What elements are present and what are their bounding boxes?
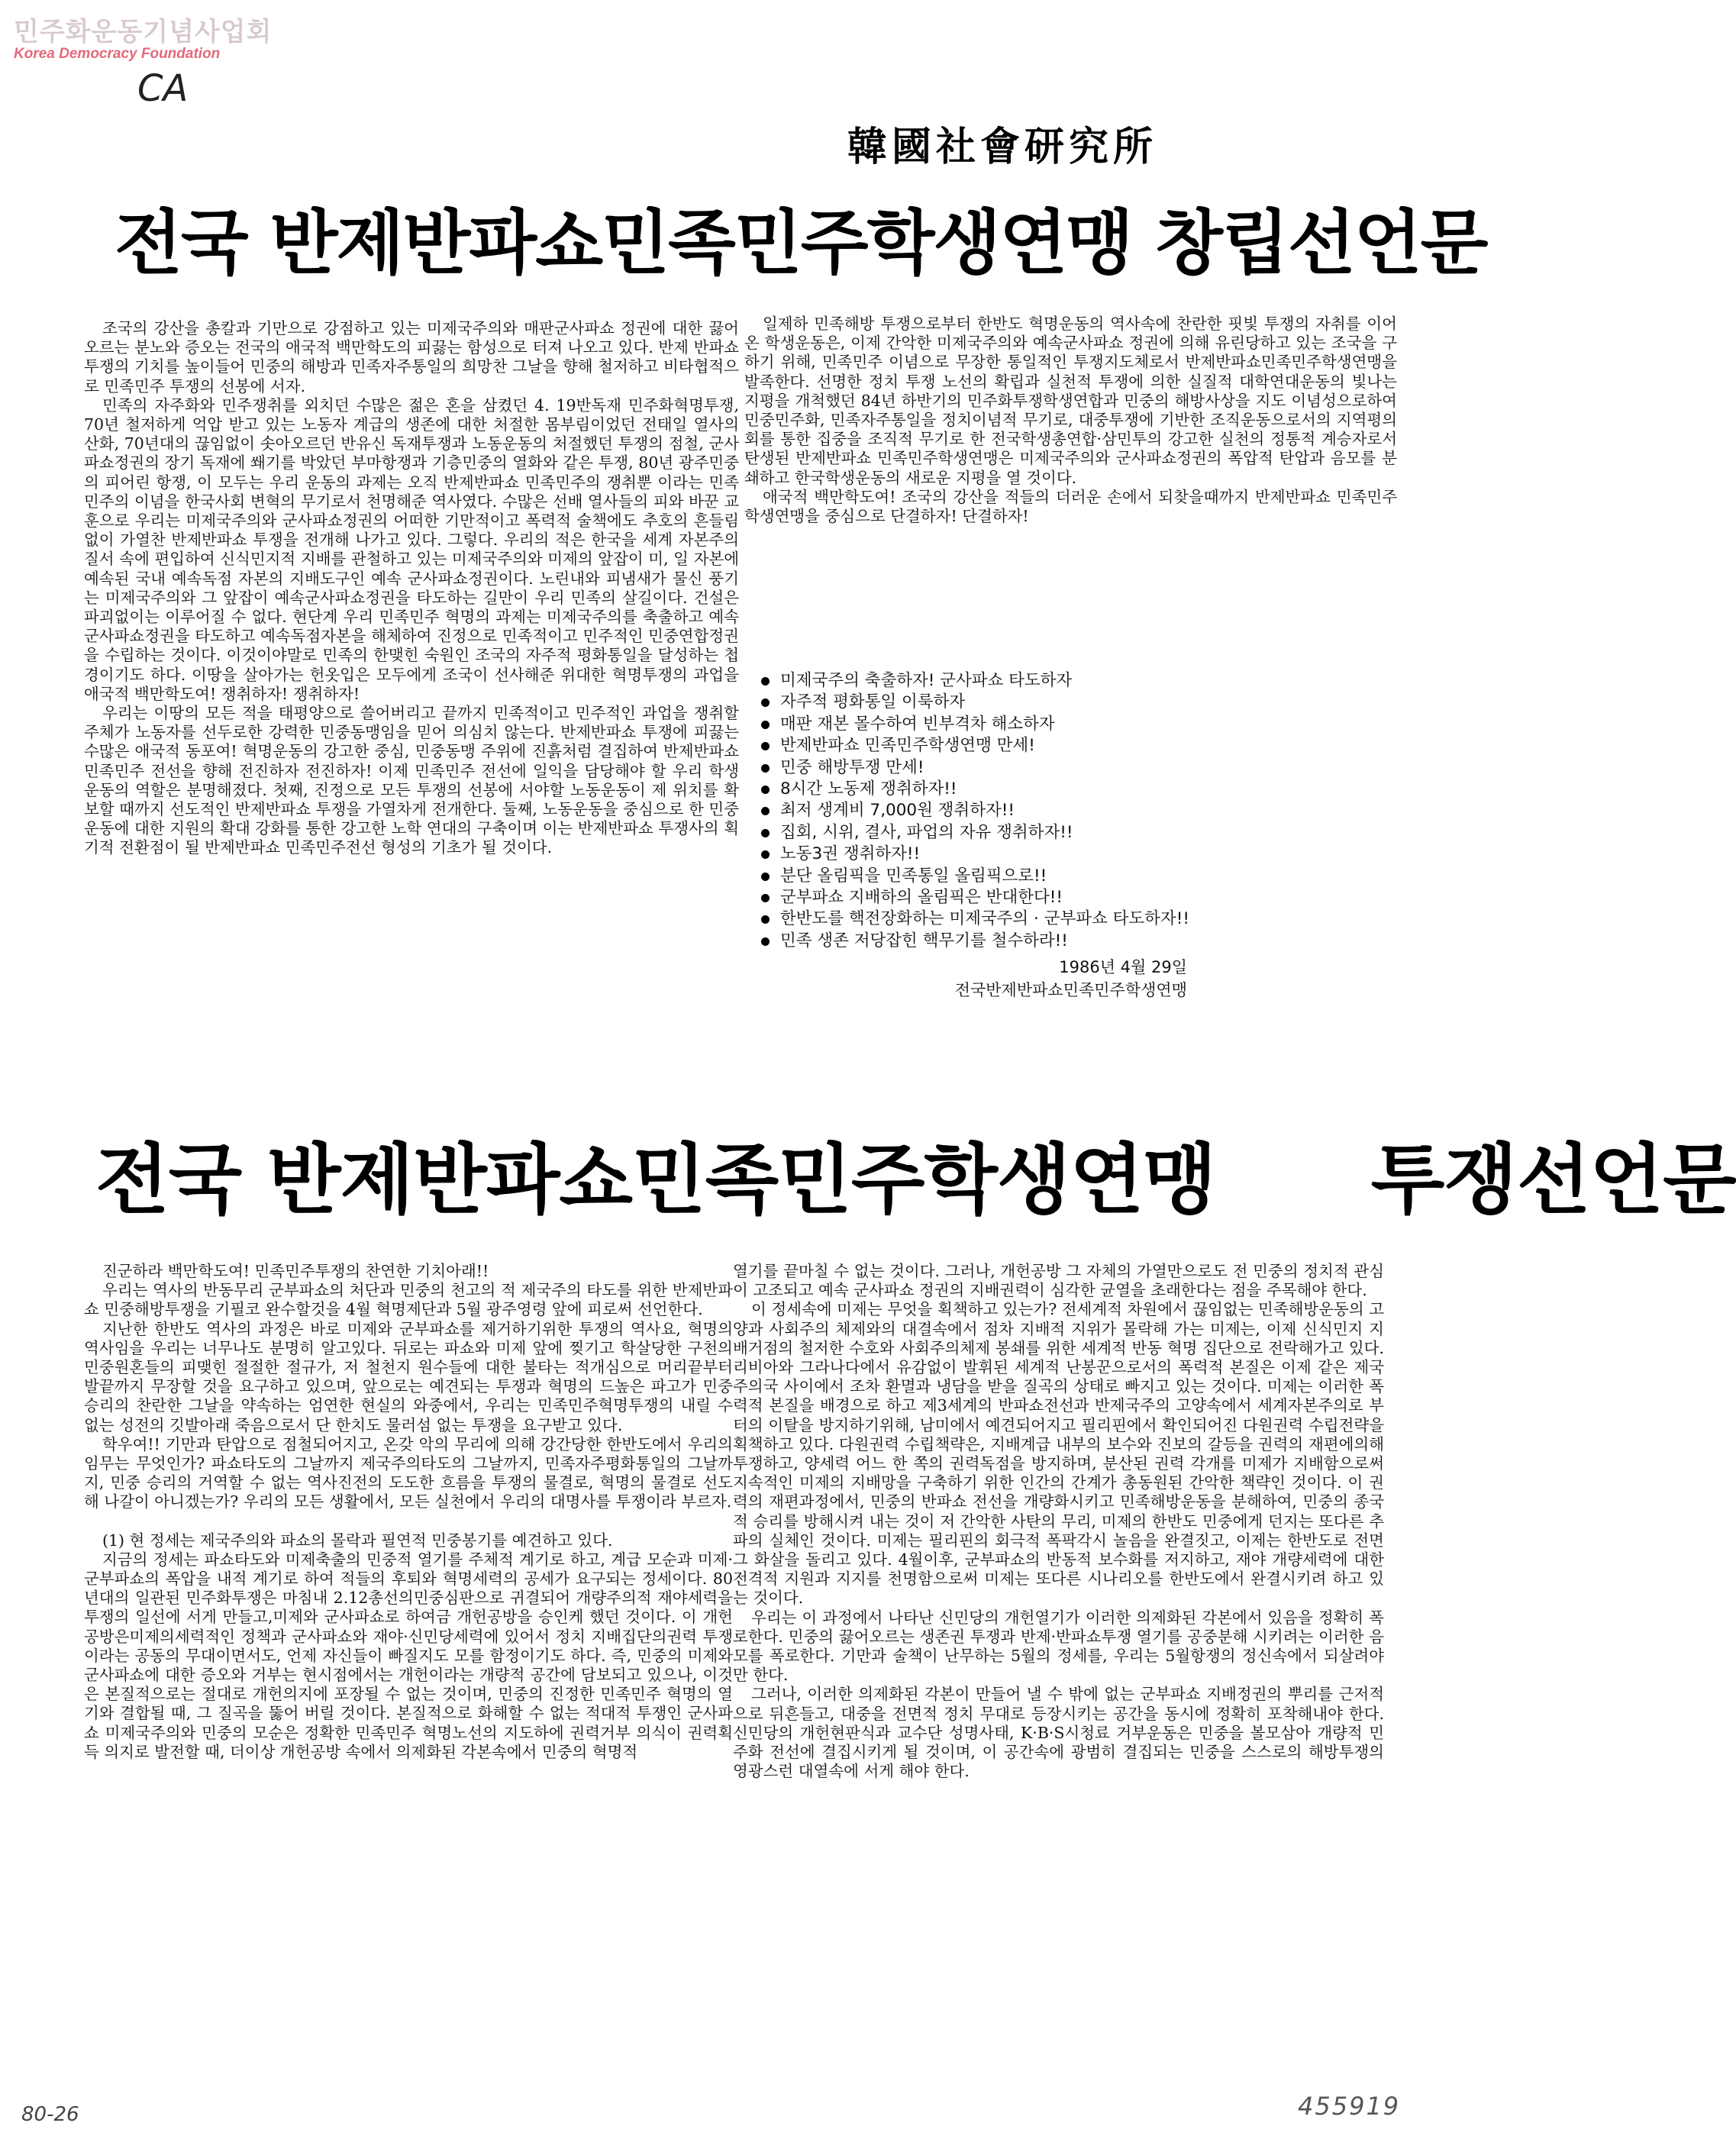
- archive-reference-right: 455919: [1298, 2092, 1401, 2121]
- bullet-icon: [761, 721, 770, 729]
- slogan-item: [760, 779, 1309, 800]
- slogan-text: 민족 생존 저당잡힌 핵무기를 철수하라!!: [780, 931, 1068, 950]
- paragraph: 우리는 이 과정에서 나타난 신민당의 개헌열기가 이러한 의제화된 각본에서 있음을 정확히 폭로한다. 민중의 끓어오르는 생존권 투쟁과 반제·반파쇼투쟁 열기를 공중분해 시키려는 이러한 음모를 폭로한다. 기만과 술책이 난무하는 5월의 정세를, 우리는 5월항쟁의 정신속에서 되살려야만 한다.: [733, 1608, 1384, 1685]
- slogan-text: 군부파쇼 지배하의 올림픽은 반대한다!!: [780, 888, 1063, 908]
- paragraph: 우리는 역사의 반동무리 군부파쇼의 처단과 민중의 천고의 적 제국주의 타도를 위한 반제반파쇼 민중해방투쟁을 기필코 완수할것을 4월 혁명제단과 5월 광주영령 앞에 피로써 선언한다.: [84, 1281, 733, 1319]
- bullet-icon: [761, 850, 770, 859]
- paragraph: 지금의 정세는 파쇼타도와 미제축출의 민중적 열기를 주체적 계기로 하고, 계급 모순과 미제·군부파쇼의 폭압을 내적 계기로 하여 적들의 후퇴와 혁명세력의 공세가 요구되는 정세이다. 80년대의 일관된 민주화투쟁은 마침내 2.12총선의민중심판으로 귀결되어 개량주의적 재야세력을 투쟁의 일선에 서게 만들고,미제와 군사파쇼로 하여금 개헌공방을 승인케 했던 것이다. 이 개헌 공방은미제의세력적인 정책과 군사파쇼와 재야·신민당세력에 있어서 정치 지배집단의권력 투쟁이라는 공동의 무대이면서도, 언제 자신들이 빠질지도 모를 함정이기도 하다. 즉, 민중의 미제와 군사파쇼에 대한 증오와 거부는 현시점에서는 개헌이라는 개량적 공간에 담보되고 있으나, 이것은 본질적으로는 절대로 개헌의지에 포장될 수 없는 것이며, 민중의 진정한 민족민주 혁명의 열기와 결합될 때, 그 질곡을 뚫어 버릴 것이다. 본질적으로 화해할 수 없는 적대적 투쟁인 군사파쇼 미제국주의와 민중의 모순은 정확한 민족민주 혁명노선의 지도하에 권력거부 의식이 권력획득 의지로 발전할 때, 더이상 개헌공방 속에서 의제화된 각본속에서 민중의 혁명적: [84, 1550, 733, 1761]
- slogan-text: 매판 재본 몰수하여 빈부격차 해소하자: [780, 714, 1055, 734]
- bullet-icon: [761, 894, 770, 902]
- section-heading: (1) 현 정세는 제국주의와 파쇼의 몰락과 필연적 민중봉기를 예견하고 있다.: [102, 1531, 613, 1550]
- slogan-text: 민중 해방투쟁 만세!: [780, 757, 924, 777]
- declaration-date: 1986년 4월 29일: [1059, 958, 1187, 976]
- institute-stamp: 韓國社會研究所: [847, 124, 1158, 170]
- bullet-icon: [761, 742, 770, 750]
- bullet-icon: [761, 937, 770, 946]
- slogan-text: 자주적 평화통일 이룩하자: [780, 692, 966, 712]
- paragraph-spacer: [84, 1512, 733, 1531]
- slogan-text: 집회, 시위, 결사, 파업의 자유 쟁취하자!!: [780, 822, 1073, 842]
- slogan-item: [760, 735, 1309, 757]
- slogan-text: 반제반파쇼 민족민주학생연맹 만세!: [780, 736, 1035, 756]
- paragraph: 이 정세속에 미제는 무엇을 획책하고 있는가? 전세계적 차원에서 끊임없는 민족해방운동의 고양과 사회주의 체제와의 대결속에서 점차 지배적 지위가 몰락해 가는 미제는, 이제 신식민지 지배거점의 철저한 수호와 사회주의체제 봉쇄를 위한 세계적 반동 혁명 집단으로 전락해가고 있다. 리비아와 그라나다에서 유감없이 발휘된 세계적 난봉꾼으로서의 폭력적 본질은 이제 같은 제국주의국 사이에서 조차 환멸과 냉담을 받을 질곡의 상태로 빠지고 있는 것이다. 미제는 이러한 폭력적 본질을 배경으로 하고 제3세계의 반파쇼전선과 반제국주의 고양속에서 세계자본주의로 부터의 이탈을 방지하기위해, 남미에서 예견되어지고 필리핀에서 확인되어진 다원권력 수립전략을 획책하고 있다. 다원권력 수립책략은, 지배계급 내부의 보수와 진보의 갈등을 권력의 재편에의해 투쟁하고, 양세력 어느 한 쪽의 권력독점을 방지하며, 분산된 권력 각개를 미제가 지배함으로써 지속적인 미제의 지배망을 구축하기 위한 인간의 간계가 총동원된 간악한 책략인 것이다. 이 권력의 재편과정에서, 민중의 반파쇼 전선을 개량화시키고 민족해방운동을 분해하여, 민중의 종국적 승리를 방해시켜 내는 것이 저 간악한 사탄의 무리, 미제의 한반도 민중에게 던지는 또다른 추파의 실체인 것이다. 미제는 필리핀의 회극적 폭팍각시 놀음을 완결짓고, 이제는 한반도로 전면 그 화살을 돌리고 있다. 4월이후, 군부파쇼의 반동적 보수화를 저지하고, 재야 개량세력에 대한 전격적 지원과 지지를 천명함으로써 미제는 또다른 시나리오를 한반도에서 완결시키려 하고 있는 것이다.: [733, 1300, 1384, 1608]
- bullet-icon: [761, 807, 770, 815]
- slogan-item: [760, 670, 1309, 692]
- archive-reference-left: 80-26: [21, 2103, 79, 2126]
- paragraph: 일제하 민족해방 투쟁으로부터 한반도 혁명운동의 역사속에 찬란한 핏빛 투쟁의 자취를 이어온 학생운동은, 이제 간악한 미제국주의와 예속군사파쇼 정권에 의해 유린당하고 있는 조국을 구하기 위해, 민족민주 이념으로 무장한 통일적인 투쟁지도체로서 반제반파쇼민족민주학생연맹을 발족한다. 선명한 정치 투쟁 노선의 확립과 실천적 투쟁에 의한 실질적 대학연대운동의 빛나는 지평을 개척했던 84년 하반기의 민주화투쟁학생연합과 민중의 해방사상을 지도 이념성으로하여 민중민주화, 민족자주통일을 정치이념적 무기로, 대중투쟁에 기반한 조직운동으로서의 지역평의회를 통한 집중을 조직적 무기로 한 전국학생총연합·삼민투의 강고한 실천의 정통적 계승자로서 탄생된 반제반파쇼 민족민주학생연맹은 미제국주의와 군사파쇼정권의 폭압적 탄압과 음모를 분쇄하고 한국학생운동의 새로운 지평을 열 것이다.: [744, 315, 1397, 487]
- slogan-item: [760, 822, 1309, 844]
- bullet-icon: [761, 786, 770, 794]
- struggle-declaration-left-column: [84, 1262, 733, 2056]
- founding-declaration-title: 전국 반제반파쇼민족민주학생연맹 창립선언문: [115, 202, 1487, 284]
- slogan-text: 한반도를 핵전장화하는 미제국주의 · 군부파쇼 타도하자!!: [780, 909, 1189, 929]
- paragraph: 지난한 한반도 역사의 과정은 바로 미제와 군부파쇼를 제거하기위한 투쟁의 역사요, 혁명의 역사임을 우리는 너무나도 분명히 알고있다. 뒤로는 파쇼와 미제 앞에 찢기고 학살당한 구천의 민중원혼들의 피맺힌 절절한 절규가, 저 철천지 원수들에 대한 불타는 적개심으로 머리끝부터 발끝까지 무장할 것을 요구하고 있으며, 앞으로는 예견되는 투쟁과 혁명의 드높은 파고가 민중승리의 찬란한 그날을 약속하는 엄연한 현실의 와중에서, 우리는 민족민주혁명투쟁의 내릴 수 없는 성전의 깃발아래 죽음으로서 단 한치도 물러섬 없는 투쟁을 요구받고 있다.: [84, 1319, 733, 1434]
- slogan-text: 8시간 노동제 쟁취하자!!: [780, 779, 957, 799]
- slogan-item: [760, 844, 1309, 865]
- slogan-item: [760, 692, 1309, 713]
- founding-declaration-left-column: [84, 319, 739, 1076]
- slogan-text: 노동3권 쟁취하자!!: [780, 844, 921, 864]
- slogan-item: [760, 757, 1309, 779]
- handwritten-tag: CA: [137, 67, 189, 110]
- bullet-icon: [761, 677, 770, 686]
- bullet-icon: [761, 873, 770, 881]
- paragraph: 애국적 백만학도여! 조국의 강산을 적들의 더러운 손에서 되찾을때까지 반제반파쇼 민족민주학생연맹을 중심으로 단결하자! 단결하자!: [744, 487, 1397, 526]
- slogan-item: [760, 800, 1309, 821]
- bullet-icon: [761, 915, 770, 924]
- bullet-icon: [761, 698, 770, 707]
- paragraph: 우리는 이땅의 모든 적을 태평양으로 쓸어버리고 끝까지 민족적이고 민주적인 과업을 쟁취할 주체가 노동자를 선두로한 강력한 민중동맹임을 믿어 의심치 않는다. 반제반파쇼 투쟁에 피끓는 수많은 애국적 동포여! 혁명운동의 강고한 중심, 민중동맹 주위에 진흙처럼 결집하여 반제반파쇼 민족민주 전선을 향해 전진하자 전진하자! 이제 민족민주 전선에 일익을 담당해야 할 우리 학생 운동의 역할은 분명해졌다. 첫째, 진정으로 모든 투쟁의 선봉에 서야할 노동운동이 제 위치를 확보할 때까지 선도적인 반제반파쇼 투쟁을 가열차게 전개한다. 둘째, 노동운동을 중심으로 한 민중운동에 대한 지원의 확대 강화를 통한 강고한 노학 연대의 구축이며 이는 반제반파쇼 투쟁사의 획기적 전환점이 될 반제반파쇼 민족민주전선 형성의 기초가 될 것이다.: [84, 704, 739, 857]
- struggle-declaration-title: 전국 반제반파쇼민족민주학생연맹 투쟁선언문: [95, 1134, 1736, 1224]
- slogan-item: [760, 908, 1309, 930]
- slogan-item: [760, 931, 1309, 952]
- slogan-list: [760, 670, 1309, 952]
- slogan-text: 분단 올림픽을 민족통일 올림픽으로!!: [780, 866, 1047, 886]
- watermark-korean: 민주화운동기념사업회: [14, 17, 273, 47]
- slogan-text: 최저 생계비 7,000원 쟁취하자!!: [780, 801, 1015, 821]
- slogan-item: [760, 714, 1309, 735]
- struggle-declaration-right-column: [733, 1262, 1384, 2056]
- founding-declaration-right-column: [744, 315, 1397, 605]
- declaration-organization: 전국반제반파쇼민족민주학생연맹: [954, 981, 1187, 999]
- slogan-item: [760, 887, 1309, 908]
- watermark-english: Korea Democracy Foundation: [14, 46, 221, 62]
- paragraph: 열기를 끝마칠 수 없는 것이다. 그러나, 개헌공방 그 자체의 가열만으로도 전 민중의 정치적 관심이 고조되고 예속 군사파쇼 정권의 지배권력이 심각한 균열을 초래한다는 점을 주목해야 한다.: [733, 1262, 1384, 1300]
- paragraph: 그러나, 이러한 의제화된 각본이 만들어 낼 수 밖에 없는 군부파쇼 지배정권의 뿌리를 근저적으로 뒤흔들고, 대중을 전면적 정치 무대로 등장시키는 공간을 동시에 정확히 포착해내야 한다. 신민당의 개헌현판식과 교수단 성명사태, K·B·S시청료 거부운동은 민중을 볼모삼아 개량적 민주화 전선에 결집시키게 될 것이며, 이 공간속에 광범히 결집되는 민중을 스스로의 해방투쟁의 영광스런 대열속에 서게 해야 한다.: [733, 1685, 1384, 1781]
- bullet-icon: [761, 764, 770, 773]
- slogan-text: 미제국주의 축출하자! 군사파쇼 타도하자: [780, 671, 1073, 690]
- slogan-item: [760, 866, 1309, 887]
- bullet-icon: [761, 829, 770, 837]
- paragraph: 진군하라 백만학도여! 민족민주투쟁의 찬연한 기치아래!!: [102, 1262, 489, 1280]
- paragraph: 민족의 자주화와 민주쟁취를 외치던 수많은 젊은 혼을 삼켰던 4. 19반독재 민주화혁명투쟁, 70년 철저하게 억압 받고 있는 노동자 계급의 생존에 대한 처절한 몸부림이었던 전태일 열사의 산화, 70년대의 끊임없이 솟아오르던 반유신 독재투쟁과 노동운동의 처절했던 투쟁의 점철, 군사파쇼정권의 장기 독재에 쐐기를 박았던 부마항쟁과 기층민중의 열화와 같은 투쟁, 80년 광주민중의 피어린 항쟁, 이 모두는 우리 운동의 과제는 오직 반제반파쇼 민족민주의 쟁취뿐 이라는 민족민주의 이념을 한국사회 변혁의 무기로서 천명해준 역사였다. 수많은 선배 열사들의 피와 바꾼 교훈으로 우리는 미제국주의와 군사파쇼정권의 어떠한 기만적이고 폭력적 술책에도 추호의 흔들림없이 가열찬 반제반파쇼 투쟁을 전개해 나가고 있다. 그렇다. 우리의 적은 한국을 세계 자본주의 질서 속에 편입하여 신식민지적 지배를 관철하고 있는 미제국주의와 미제의 앞잡이 미, 일 자본에 예속된 국내 예속독점 자본의 지배도구인 예속 군사파쇼정권이다. 노린내와 피냄새가 물신 풍기는 미제국주의와 그 앞잡이 예속군사파쇼정권을 타도하는 길만이 우리 민족의 살길이다. 건설은 파괴없이는 이루어질 수 없다. 현단계 우리 민족민주 혁명의 과제는 미제국주의를 축출하고 예속군사파쇼정권을 타도하고 예속독점자본을 해체하여 진정으로 민족적이고 민주적인 민중연합정권을 수립하는 것이다. 이것이야말로 민족의 한맺힌 숙원인 조국의 자주적 평화통일을 달성하는 첩경이기도 하다. 이땅을 살아가는 헌옷입은 모두에게 조국이 선사해준 위대한 혁명투쟁의 과업을 애국적 백만학도여! 쟁취하자! 쟁취하자!: [84, 395, 739, 703]
- paragraph: 학우여!! 기만과 탄압으로 점철되어지고, 온갖 악의 무리에 의해 강간당한 한반도에서 우리의 임무는 무엇인가? 파쇼타도의 그날까지 제국주의타도의 그날까지, 민족자주평화통일의 그날까지, 민중 승리의 거역할 수 없는 역사진전의 도도한 흐름을 투쟁의 물결로, 혁명의 물결로 선도해 나갈이 아니겠는가? 우리의 모든 생활에서, 모든 실천에서 우리의 대명사를 투쟁이라 부르자.: [84, 1434, 733, 1511]
- paragraph: 조국의 강산을 총칼과 기만으로 강점하고 있는 미제국주의와 매판군사파쇼 정권에 대한 끓어오르는 분노와 증오는 전국의 애국적 백만학도의 피끓는 함성으로 터져 나오고 있다. 반제 반파쇼 투쟁의 기치를 높이들어 민중의 해방과 민족자주통일의 희망찬 그날을 향해 철저하고 비타협적으로 민족민주 투쟁의 선봉에 서자.: [84, 319, 739, 395]
